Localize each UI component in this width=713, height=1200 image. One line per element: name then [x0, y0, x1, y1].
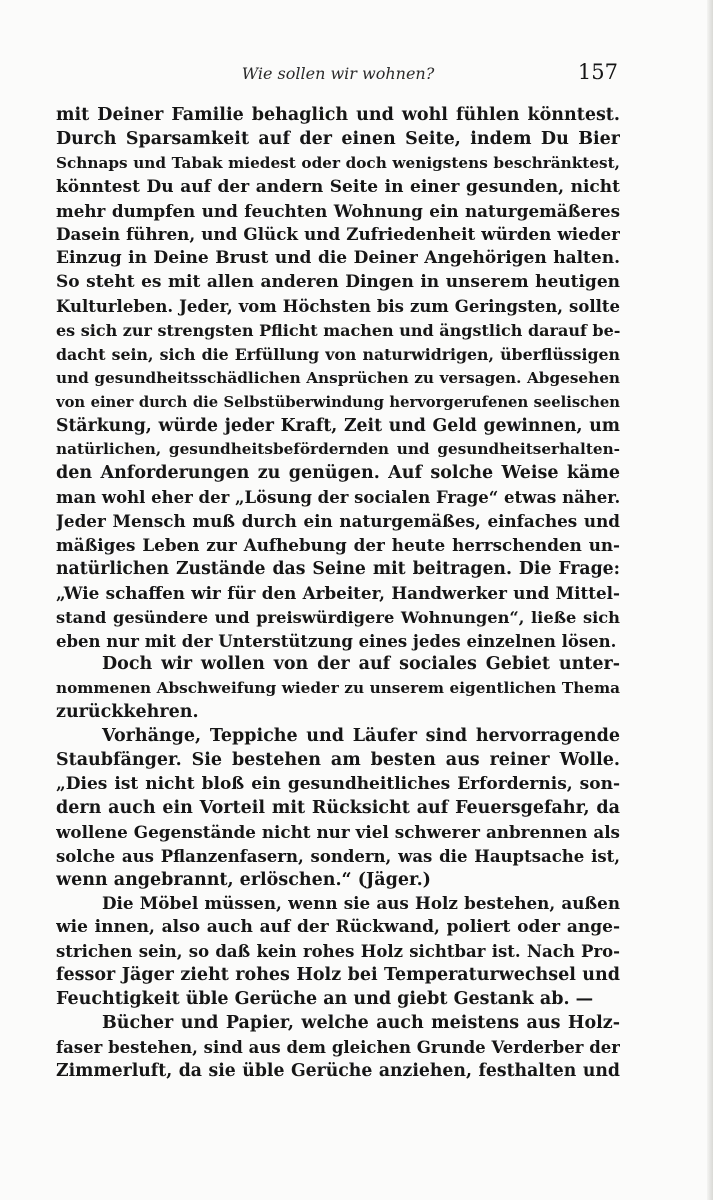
text-line: stand gesündere und preiswürdigere Wohnungen“, ließe sich [56, 607, 620, 627]
text-line: Durch Sparsamkeit auf der einen Seite, indem Du Bier [56, 128, 620, 149]
text-line: Vorhänge, Teppiche und Läufer sind hervorragende [102, 726, 620, 747]
text-line: es sich zur strengsten Pflicht machen und ängstlich darauf be- [56, 321, 620, 341]
text-line: eben nur mit der Unterstützung eines jedes einzelnen lösen. [56, 631, 617, 651]
text-line: zurückkehren. [56, 702, 199, 723]
text-line: natürlichen Zustände das Seine mit beitragen. Die Frage: [56, 558, 620, 579]
text-line: den Anforderungen zu genügen. Auf solche Weise käme [56, 463, 620, 484]
text-line: Kulturleben. Jeder, vom Höchsten bis zum Geringsten, sollte [56, 297, 620, 317]
text-line: von einer durch die Selbstüberwindung hervorgerufenen seelischen [56, 393, 620, 411]
text-line: man wohl eher der „Lösung der socialen Frage“ etwas näher. [56, 488, 620, 508]
text-line: Schnaps und Tabak miedest oder doch wenigstens beschränktest, [56, 153, 620, 172]
text-line: mäßiges Leben zur Aufhebung der heute herrschenden un- [56, 535, 620, 556]
text-line: Jeder Mensch muß durch ein naturgemäßes, einfaches und [56, 511, 620, 532]
text-line: So steht es mit allen anderen Dingen in unserem heutigen [56, 272, 620, 293]
text-line: strichen sein, so daß kein rohes Holz sichtbar ist. Nach Pro- [56, 942, 620, 962]
text-line: Einzug in Deine Brust und die Deiner Angehörigen halten. [56, 248, 620, 269]
text-line: und gesundheitsschädlichen Ansprüchen zu versagen. Abgesehen [56, 368, 620, 387]
text-line: Die Möbel müssen, wenn sie aus Holz bestehen, außen [102, 893, 620, 914]
page-number: 157 [577, 60, 618, 84]
running-title: Wie sollen wir wohnen? [241, 64, 435, 83]
text-line: natürlichen, gesundheitsbefördernden und gesundheitserhalten- [56, 440, 620, 459]
text-line: Zimmerluft, da sie üble Gerüche anziehen, festhalten und [56, 1060, 620, 1081]
page-header [58, 60, 618, 94]
text-line: Feuchtigkeit üble Gerüche an und giebt Gestank ab. — [56, 988, 594, 1009]
text-line: könntest Du auf der andern Seite in einer gesunden, nicht [56, 176, 620, 197]
text-line: nommenen Abschweifung wieder zu unserem eigentlichen Thema [56, 679, 620, 698]
body-text [56, 104, 620, 1084]
text-line: mehr dumpfen und feuchten Wohnung ein naturgemäßeres [56, 200, 620, 221]
text-line: wie innen, also auch auf der Rückwand, poliert oder ange- [56, 917, 620, 938]
text-line: Dasein führen, und Glück und Zufriedenheit würden wieder [56, 224, 620, 245]
text-line: „Dies ist nicht bloß ein gesundheitliches Erfordernis, son- [56, 773, 620, 794]
text-line: faser bestehen, sind aus dem gleichen Grunde Verderber der [56, 1037, 620, 1057]
text-line: wenn angebrannt, erlöschen.“ (Jäger.) [56, 869, 431, 890]
text-line: wollene Gegenstände nicht nur viel schwerer anbrennen als [56, 821, 620, 842]
text-line: Doch wir wollen von der auf sociales Gebiet unter- [102, 654, 620, 675]
text-line: solche aus Pflanzenfasern, sondern, was die Hauptsache ist, [56, 846, 620, 866]
text-line: Stärkung, würde jeder Kraft, Zeit und Geld gewinnen, um [56, 415, 620, 436]
text-line: Bücher und Papier, welche auch meistens aus Holz- [102, 1012, 620, 1033]
text-line: dacht sein, sich die Erfüllung von naturwidrigen, überflüssigen [56, 344, 620, 364]
text-line: dern auch ein Vorteil mit Rücksicht auf Feuersgefahr, da [56, 797, 620, 818]
text-line: Staubfänger. Sie bestehen am besten aus reiner Wolle. [56, 750, 620, 771]
text-line: fessor Jäger zieht rohes Holz bei Temperaturwechsel und [56, 965, 620, 986]
text-line: mit Deiner Familie behaglich und wohl fühlen könntest. [56, 105, 620, 125]
page-edge-shadow [707, 0, 713, 1200]
text-line: „Wie schaffen wir für den Arbeiter, Handwerker und Mittel- [56, 582, 620, 603]
